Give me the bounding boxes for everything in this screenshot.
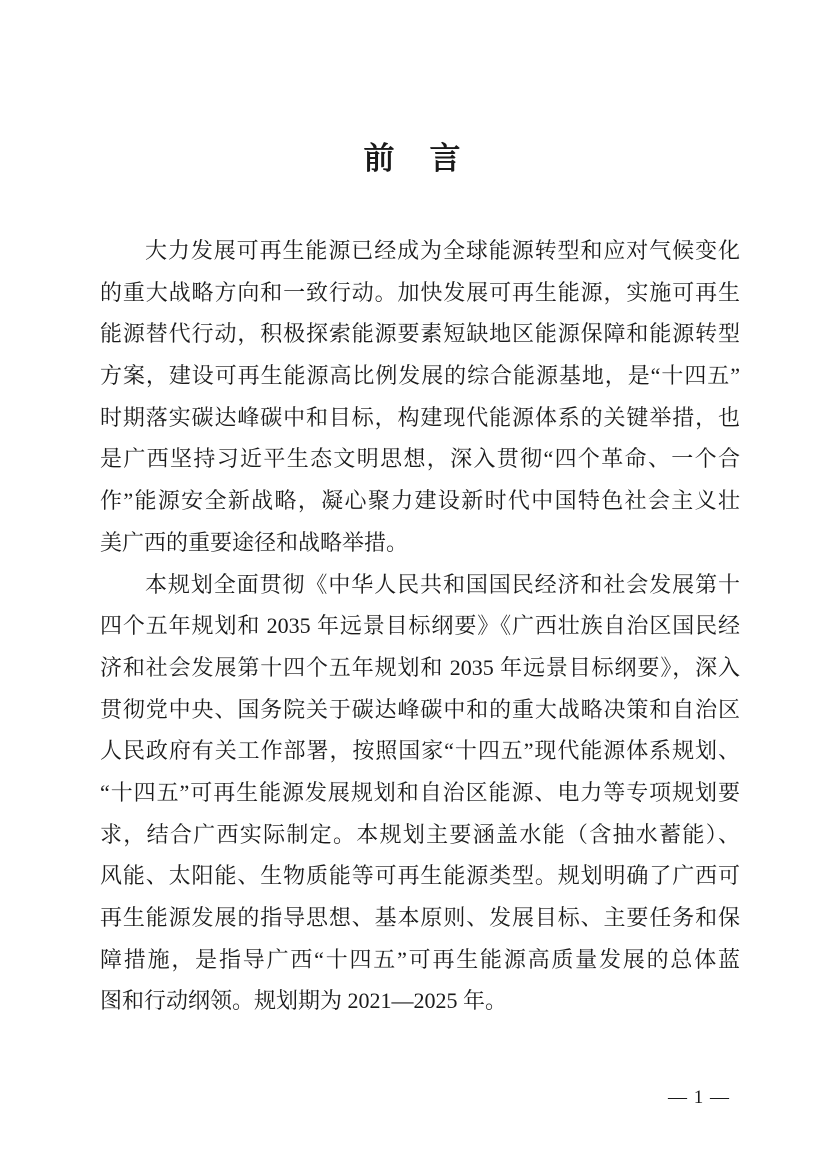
text-line: 障措施，是指导广西“十四五”可再生能源高质量发展的总体蓝 [100, 946, 740, 972]
text-line: 能源替代行动，积极探索能源要素短缺地区能源保障和能源转型 [100, 321, 740, 347]
text-line: 的重大战略方向和一致行动。加快发展可再生能源，实施可再生 [100, 279, 740, 305]
text-line: 贯彻党中央、国务院关于碳达峰碳中和的重大战略决策和自治区 [100, 696, 740, 722]
text-line: 风能、太阳能、生物质能等可再生能源类型。规划明确了广西可 [100, 863, 740, 889]
text-line: “十四五”可再生能源发展规划和自治区能源、电力等专项规划要 [100, 779, 740, 805]
document-title: 前 言 [363, 141, 463, 176]
text-line: 本规划全面贯彻《中华人民共和国国民经济和社会发展第十 [145, 571, 740, 597]
paragraph [100, 564, 740, 1023]
text-line: 济和社会发展第十四个五年规划和 2035 年远景目标纲要》，深入 [100, 654, 740, 680]
text-line: 四个五年规划和 2035 年远景目标纲要》《广西壮族自治区国民经 [100, 613, 740, 639]
page-number: — 1 — [668, 1087, 730, 1108]
text-line: 是广西坚持习近平生态文明思想，深入贯彻“四个革命、一个合 [100, 446, 740, 472]
text-line: 人民政府有关工作部署，按照国家“十四五”现代能源体系规划、 [100, 738, 740, 764]
text-line: 作”能源安全新战略，凝心聚力建设新时代中国特色社会主义壮 [100, 488, 740, 514]
text-line: 大力发展可再生能源已经成为全球能源转型和应对气候变化 [145, 238, 740, 263]
paragraph [100, 230, 740, 564]
document-body [100, 230, 740, 1022]
text-line: 求，结合广西实际制定。本规划主要涵盖水能（含抽水蓄能）、 [100, 821, 740, 847]
text-line: 图和行动纲领。规划期为 2021—2025 年。 [100, 988, 508, 1014]
text-line: 美广西的重要途径和战略举措。 [100, 529, 409, 555]
text-line: 时期落实碳达峰碳中和目标，构建现代能源体系的关键举措，也 [100, 404, 740, 430]
text-line: 再生能源发展的指导思想、基本原则、发展目标、主要任务和保 [100, 905, 740, 930]
text-line: 方案，建设可再生能源高比例发展的综合能源基地，是“十四五” [100, 363, 740, 389]
